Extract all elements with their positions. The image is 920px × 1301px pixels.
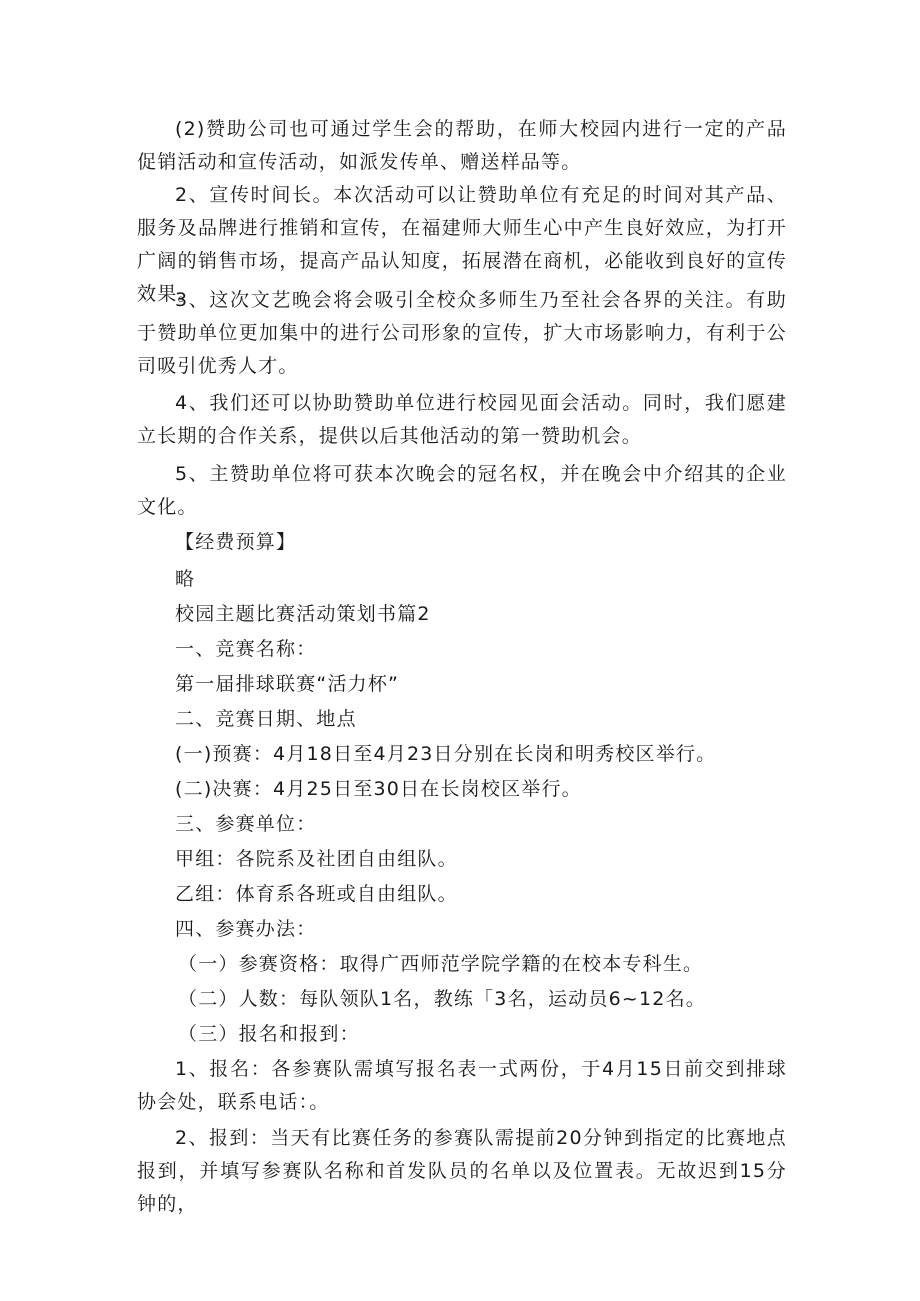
- list-item: 二、竞赛日期、地点: [175, 708, 357, 730]
- list-item: (一)预赛：4月18日至4月23日分别在长岗和明秀校区举行。: [175, 743, 717, 765]
- list-item: 一、竞赛名称：: [175, 638, 317, 660]
- budget-body: 略: [175, 568, 196, 590]
- list-item: 第一届排球联赛“活力杯”: [175, 673, 400, 695]
- list-item: 甲组：各院系及社团自由组队。: [175, 848, 458, 870]
- paragraph-sponsor-promotion: (2)赞助公司也可通过学生会的帮助，在师大校园内进行一定的产品促销活动和宣传活动，如派发传单、赠送样品等。: [137, 118, 787, 173]
- list-item: （一）参赛资格：取得广西师范学院学籍的在校本专科生。: [178, 953, 704, 975]
- paragraph-naming-rights: 5、主赞助单位将可获本次晚会的冠名权，并在晚会中介绍其的企业文化。: [137, 463, 787, 518]
- paragraph-check-in: 2、报到：当天有比赛任务的参赛队需提前20分钟到指定的比赛地点报到，并填写参赛队名称和首发队员的名单以及位置表。无故迟到15分钟的，: [137, 1127, 787, 1215]
- list-item: （三）报名和报到：: [178, 1023, 360, 1045]
- list-item: 三、参赛单位：: [175, 813, 317, 835]
- list-item: (二)决赛：4月25日至30日在长岗校区举行。: [175, 778, 582, 800]
- list-item: 四、参赛办法：: [175, 918, 317, 940]
- paragraph-registration: 1、报名：各参赛队需填写报名表一式两份，于4月15日前交到排球协会处，联系电话：。: [137, 1058, 787, 1113]
- paragraph-publicity-duration: 2、宣传时间长。本次活动可以让赞助单位有充足的时间对其产品、服务及品牌进行推销和宣传，在福建师大师生心中产生良好效应，为打开广阔的销售市场，提高产品认知度，拓展潜在商机，必能收到良好的宣传效果。: [137, 184, 787, 305]
- paragraph-campus-meeting: 4、我们还可以协助赞助单位进行校园见面会活动。同时，我们愿建立长期的合作关系，提供以后其他活动的第一赞助机会。: [137, 392, 787, 447]
- list-item: （二）人数：每队领队1名，教练「3名，运动员6~12名。: [178, 988, 706, 1010]
- budget-heading: 【经费预算】: [175, 531, 297, 553]
- section2-title: 校园主题比赛活动策划书篇2: [175, 603, 431, 625]
- paragraph-attention: 3、这次文艺晚会将会吸引全校众多师生乃至社会各界的关注。有助于赞助单位更加集中的进行公司形象的宣传，扩大市场影响力，有利于公司吸引优秀人才。: [137, 289, 787, 377]
- list-item: 乙组：体育系各班或自由组队。: [175, 883, 458, 905]
